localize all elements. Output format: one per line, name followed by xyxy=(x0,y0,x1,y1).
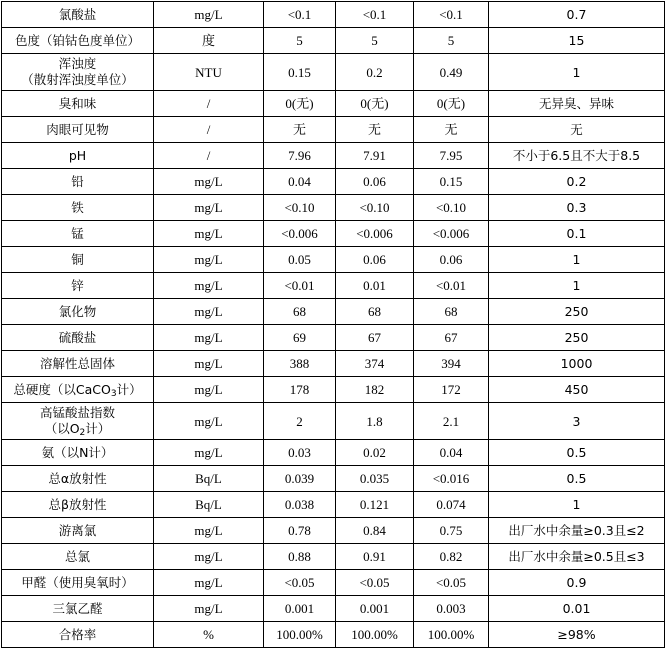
sample-1-value: <0.05 xyxy=(264,570,336,596)
item-name: 铜 xyxy=(71,252,84,267)
limit-value: 250 xyxy=(489,325,665,351)
sample-3-value: 0.49 xyxy=(414,54,489,91)
unit-cell: mg/L xyxy=(154,221,264,247)
item-name: 锰 xyxy=(71,226,84,241)
sample-2-value: 182 xyxy=(336,377,414,403)
unit-cell: mg/L xyxy=(154,169,264,195)
table-row xyxy=(2,351,665,377)
item-name-cell xyxy=(2,544,154,570)
item-name: 臭和味 xyxy=(58,96,97,111)
item-name: 氯酸盐 xyxy=(58,7,97,22)
item-name-cell xyxy=(2,403,154,440)
sample-2-value: 0.06 xyxy=(336,247,414,273)
table-row xyxy=(2,377,665,403)
sample-1-value: 无 xyxy=(264,117,336,143)
sample-3-value: 0.04 xyxy=(414,440,489,466)
table-row xyxy=(2,622,665,648)
table-row xyxy=(2,492,665,518)
sample-1-value: <0.10 xyxy=(264,195,336,221)
sample-3-value: 68 xyxy=(414,299,489,325)
limit-value: 0.1 xyxy=(489,221,665,247)
sample-1-value: 178 xyxy=(264,377,336,403)
item-name-part: 计） xyxy=(116,382,142,397)
table-row xyxy=(2,570,665,596)
item-name: 三氯乙醛 xyxy=(52,601,103,616)
limit-value: 1000 xyxy=(489,351,665,377)
sample-1-value: 0.88 xyxy=(264,544,336,570)
item-name: 氯化物 xyxy=(58,304,97,319)
item-name: 游离氯 xyxy=(58,523,97,538)
sample-3-value: 无 xyxy=(414,117,489,143)
item-name: 铁 xyxy=(71,200,84,215)
sample-2-value: 无 xyxy=(336,117,414,143)
sample-2-value: 0.06 xyxy=(336,169,414,195)
sample-3-value: <0.1 xyxy=(414,2,489,28)
unit-cell: mg/L xyxy=(154,273,264,299)
water-quality-table xyxy=(1,1,665,648)
table-row xyxy=(2,518,665,544)
sample-1-value: 0.05 xyxy=(264,247,336,273)
item-name-cell xyxy=(2,143,154,169)
sample-2-value: <0.10 xyxy=(336,195,414,221)
item-name-part: （以O xyxy=(44,421,80,436)
item-name-subscript: 2 xyxy=(79,428,86,438)
sample-3-value: 100.00% xyxy=(414,622,489,648)
table-row xyxy=(2,117,665,143)
sample-2-value: 0.01 xyxy=(336,273,414,299)
item-name-cell xyxy=(2,299,154,325)
limit-value: ≥98% xyxy=(489,622,665,648)
sample-1-value: <0.1 xyxy=(264,2,336,28)
item-name-cell xyxy=(2,518,154,544)
table-row xyxy=(2,596,665,622)
table-row xyxy=(2,195,665,221)
sample-1-value: 69 xyxy=(264,325,336,351)
table-row xyxy=(2,403,665,440)
sample-3-value: 5 xyxy=(414,28,489,54)
unit-cell: mg/L xyxy=(154,440,264,466)
sample-2-value: 0.02 xyxy=(336,440,414,466)
sample-1-value: 0.04 xyxy=(264,169,336,195)
limit-value: 15 xyxy=(489,28,665,54)
sample-2-value: 67 xyxy=(336,325,414,351)
sample-1-value: 2 xyxy=(264,403,336,440)
limit-value: 1 xyxy=(489,54,665,91)
sample-3-value: 0.06 xyxy=(414,247,489,273)
item-name-part: 总硬度（以CaCO xyxy=(13,382,111,397)
item-name: pH xyxy=(68,148,87,163)
sample-1-value: 388 xyxy=(264,351,336,377)
table-row xyxy=(2,221,665,247)
limit-value: 3 xyxy=(489,403,665,440)
sample-2-value: 374 xyxy=(336,351,414,377)
sample-1-value: 0.001 xyxy=(264,596,336,622)
item-name-line: 浑浊度 xyxy=(58,56,97,71)
unit-cell: Bq/L xyxy=(154,466,264,492)
item-name-cell xyxy=(2,195,154,221)
unit-cell: mg/L xyxy=(154,325,264,351)
table-body xyxy=(2,2,665,648)
limit-value: 出厂水中余量≥0.3且≤2 xyxy=(489,518,665,544)
item-name: 铅 xyxy=(71,174,84,189)
unit-cell: / xyxy=(154,143,264,169)
limit-value: 0.5 xyxy=(489,440,665,466)
limit-value: 不小于6.5且不大于8.5 xyxy=(489,143,665,169)
item-name: 硫酸盐 xyxy=(58,330,97,345)
sample-1-value: 0.038 xyxy=(264,492,336,518)
item-name-cell xyxy=(2,2,154,28)
sample-3-value: <0.006 xyxy=(414,221,489,247)
table-row xyxy=(2,143,665,169)
item-name-cell xyxy=(2,466,154,492)
table-row xyxy=(2,169,665,195)
limit-value: 无异臭、异味 xyxy=(489,91,665,117)
item-name-cell xyxy=(2,54,154,91)
item-name-subscript: 3 xyxy=(110,389,117,399)
sample-2-value: 0.91 xyxy=(336,544,414,570)
item-name-cell xyxy=(2,117,154,143)
unit-cell: mg/L xyxy=(154,247,264,273)
item-name: 总β放射性 xyxy=(48,497,107,512)
item-name: 总α放射性 xyxy=(48,471,107,486)
sample-3-value: 0.82 xyxy=(414,544,489,570)
item-name-line: （散射浑浊度单位） xyxy=(21,72,134,87)
unit-cell: mg/L xyxy=(154,596,264,622)
sample-1-value: 0.78 xyxy=(264,518,336,544)
limit-value: 0.2 xyxy=(489,169,665,195)
item-name: 氨（以N计） xyxy=(41,445,114,460)
sample-3-value: 67 xyxy=(414,325,489,351)
item-name: 溶解性总固体 xyxy=(39,356,115,371)
table-row xyxy=(2,2,665,28)
sample-3-value: 0(无) xyxy=(414,91,489,117)
limit-value: 450 xyxy=(489,377,665,403)
sample-1-value: 0.03 xyxy=(264,440,336,466)
sample-3-value: 7.95 xyxy=(414,143,489,169)
limit-value: 1 xyxy=(489,273,665,299)
item-name-cell xyxy=(2,169,154,195)
table-row xyxy=(2,247,665,273)
unit-cell: mg/L xyxy=(154,2,264,28)
sample-2-value: <0.1 xyxy=(336,2,414,28)
table-row xyxy=(2,91,665,117)
unit-cell: mg/L xyxy=(154,518,264,544)
item-name-line xyxy=(2,421,153,437)
sample-2-value: 0.035 xyxy=(336,466,414,492)
unit-cell: mg/L xyxy=(154,403,264,440)
limit-value: 0.01 xyxy=(489,596,665,622)
sample-3-value: 394 xyxy=(414,351,489,377)
item-name-cell xyxy=(2,247,154,273)
sample-3-value: 2.1 xyxy=(414,403,489,440)
sample-2-value: 0(无) xyxy=(336,91,414,117)
table-row xyxy=(2,544,665,570)
unit-cell: Bq/L xyxy=(154,492,264,518)
sample-1-value: 0.039 xyxy=(264,466,336,492)
limit-value: 出厂水中余量≥0.5且≤3 xyxy=(489,544,665,570)
limit-value: 0.3 xyxy=(489,195,665,221)
unit-cell: mg/L xyxy=(154,195,264,221)
item-name-cell xyxy=(2,570,154,596)
sample-2-value: 100.00% xyxy=(336,622,414,648)
item-name-cell xyxy=(2,91,154,117)
item-name-cell xyxy=(2,221,154,247)
item-name: 合格率 xyxy=(58,627,97,642)
item-name-cell xyxy=(2,492,154,518)
unit-cell: / xyxy=(154,117,264,143)
limit-value: 无 xyxy=(489,117,665,143)
item-name-cell xyxy=(2,596,154,622)
item-name-cell xyxy=(2,325,154,351)
table-row xyxy=(2,54,665,91)
table-row xyxy=(2,299,665,325)
sample-3-value: 0.074 xyxy=(414,492,489,518)
unit-cell: mg/L xyxy=(154,299,264,325)
sample-2-value: 68 xyxy=(336,299,414,325)
unit-cell: % xyxy=(154,622,264,648)
item-name-cell xyxy=(2,377,154,403)
unit-cell: mg/L xyxy=(154,544,264,570)
item-name: 肉眼可见物 xyxy=(46,122,109,137)
sample-1-value: 0.15 xyxy=(264,54,336,91)
item-name-cell xyxy=(2,440,154,466)
sample-3-value: <0.016 xyxy=(414,466,489,492)
sample-1-value: 0(无) xyxy=(264,91,336,117)
limit-value: 0.5 xyxy=(489,466,665,492)
item-name: 锌 xyxy=(71,278,84,293)
sample-2-value: 0.2 xyxy=(336,54,414,91)
sample-2-value: <0.006 xyxy=(336,221,414,247)
limit-value: 250 xyxy=(489,299,665,325)
sample-3-value: 0.003 xyxy=(414,596,489,622)
table-row xyxy=(2,440,665,466)
table-row xyxy=(2,466,665,492)
sample-3-value: <0.10 xyxy=(414,195,489,221)
item-name-part: 计） xyxy=(85,421,111,436)
sample-3-value: <0.05 xyxy=(414,570,489,596)
sample-3-value: <0.01 xyxy=(414,273,489,299)
unit-cell: / xyxy=(154,91,264,117)
sample-2-value: 0.84 xyxy=(336,518,414,544)
sample-1-value: 5 xyxy=(264,28,336,54)
item-name-cell xyxy=(2,28,154,54)
sample-3-value: 0.15 xyxy=(414,169,489,195)
item-name-cell xyxy=(2,351,154,377)
sample-3-value: 0.75 xyxy=(414,518,489,544)
sample-2-value: <0.05 xyxy=(336,570,414,596)
item-name: 甲醛（使用臭氧时） xyxy=(21,575,134,590)
item-name-cell xyxy=(2,273,154,299)
unit-cell: 度 xyxy=(154,28,264,54)
sample-2-value: 1.8 xyxy=(336,403,414,440)
unit-cell: mg/L xyxy=(154,377,264,403)
item-name: 色度（铂钴色度单位） xyxy=(14,33,140,48)
sample-1-value: <0.01 xyxy=(264,273,336,299)
sample-1-value: 100.00% xyxy=(264,622,336,648)
sample-3-value: 172 xyxy=(414,377,489,403)
sample-1-value: <0.006 xyxy=(264,221,336,247)
table-row xyxy=(2,273,665,299)
sample-2-value: 7.91 xyxy=(336,143,414,169)
limit-value: 0.7 xyxy=(489,2,665,28)
limit-value: 1 xyxy=(489,492,665,518)
sample-2-value: 0.001 xyxy=(336,596,414,622)
unit-cell: mg/L xyxy=(154,351,264,377)
unit-cell: mg/L xyxy=(154,570,264,596)
sample-2-value: 5 xyxy=(336,28,414,54)
sample-1-value: 7.96 xyxy=(264,143,336,169)
limit-value: 0.9 xyxy=(489,570,665,596)
sample-1-value: 68 xyxy=(264,299,336,325)
limit-value: 1 xyxy=(489,247,665,273)
item-name: 总氯 xyxy=(64,549,90,564)
table-row xyxy=(2,325,665,351)
table-row xyxy=(2,28,665,54)
sample-2-value: 0.121 xyxy=(336,492,414,518)
item-name-cell xyxy=(2,622,154,648)
unit-cell: NTU xyxy=(154,54,264,91)
item-name-line: 高锰酸盐指数 xyxy=(39,405,115,420)
